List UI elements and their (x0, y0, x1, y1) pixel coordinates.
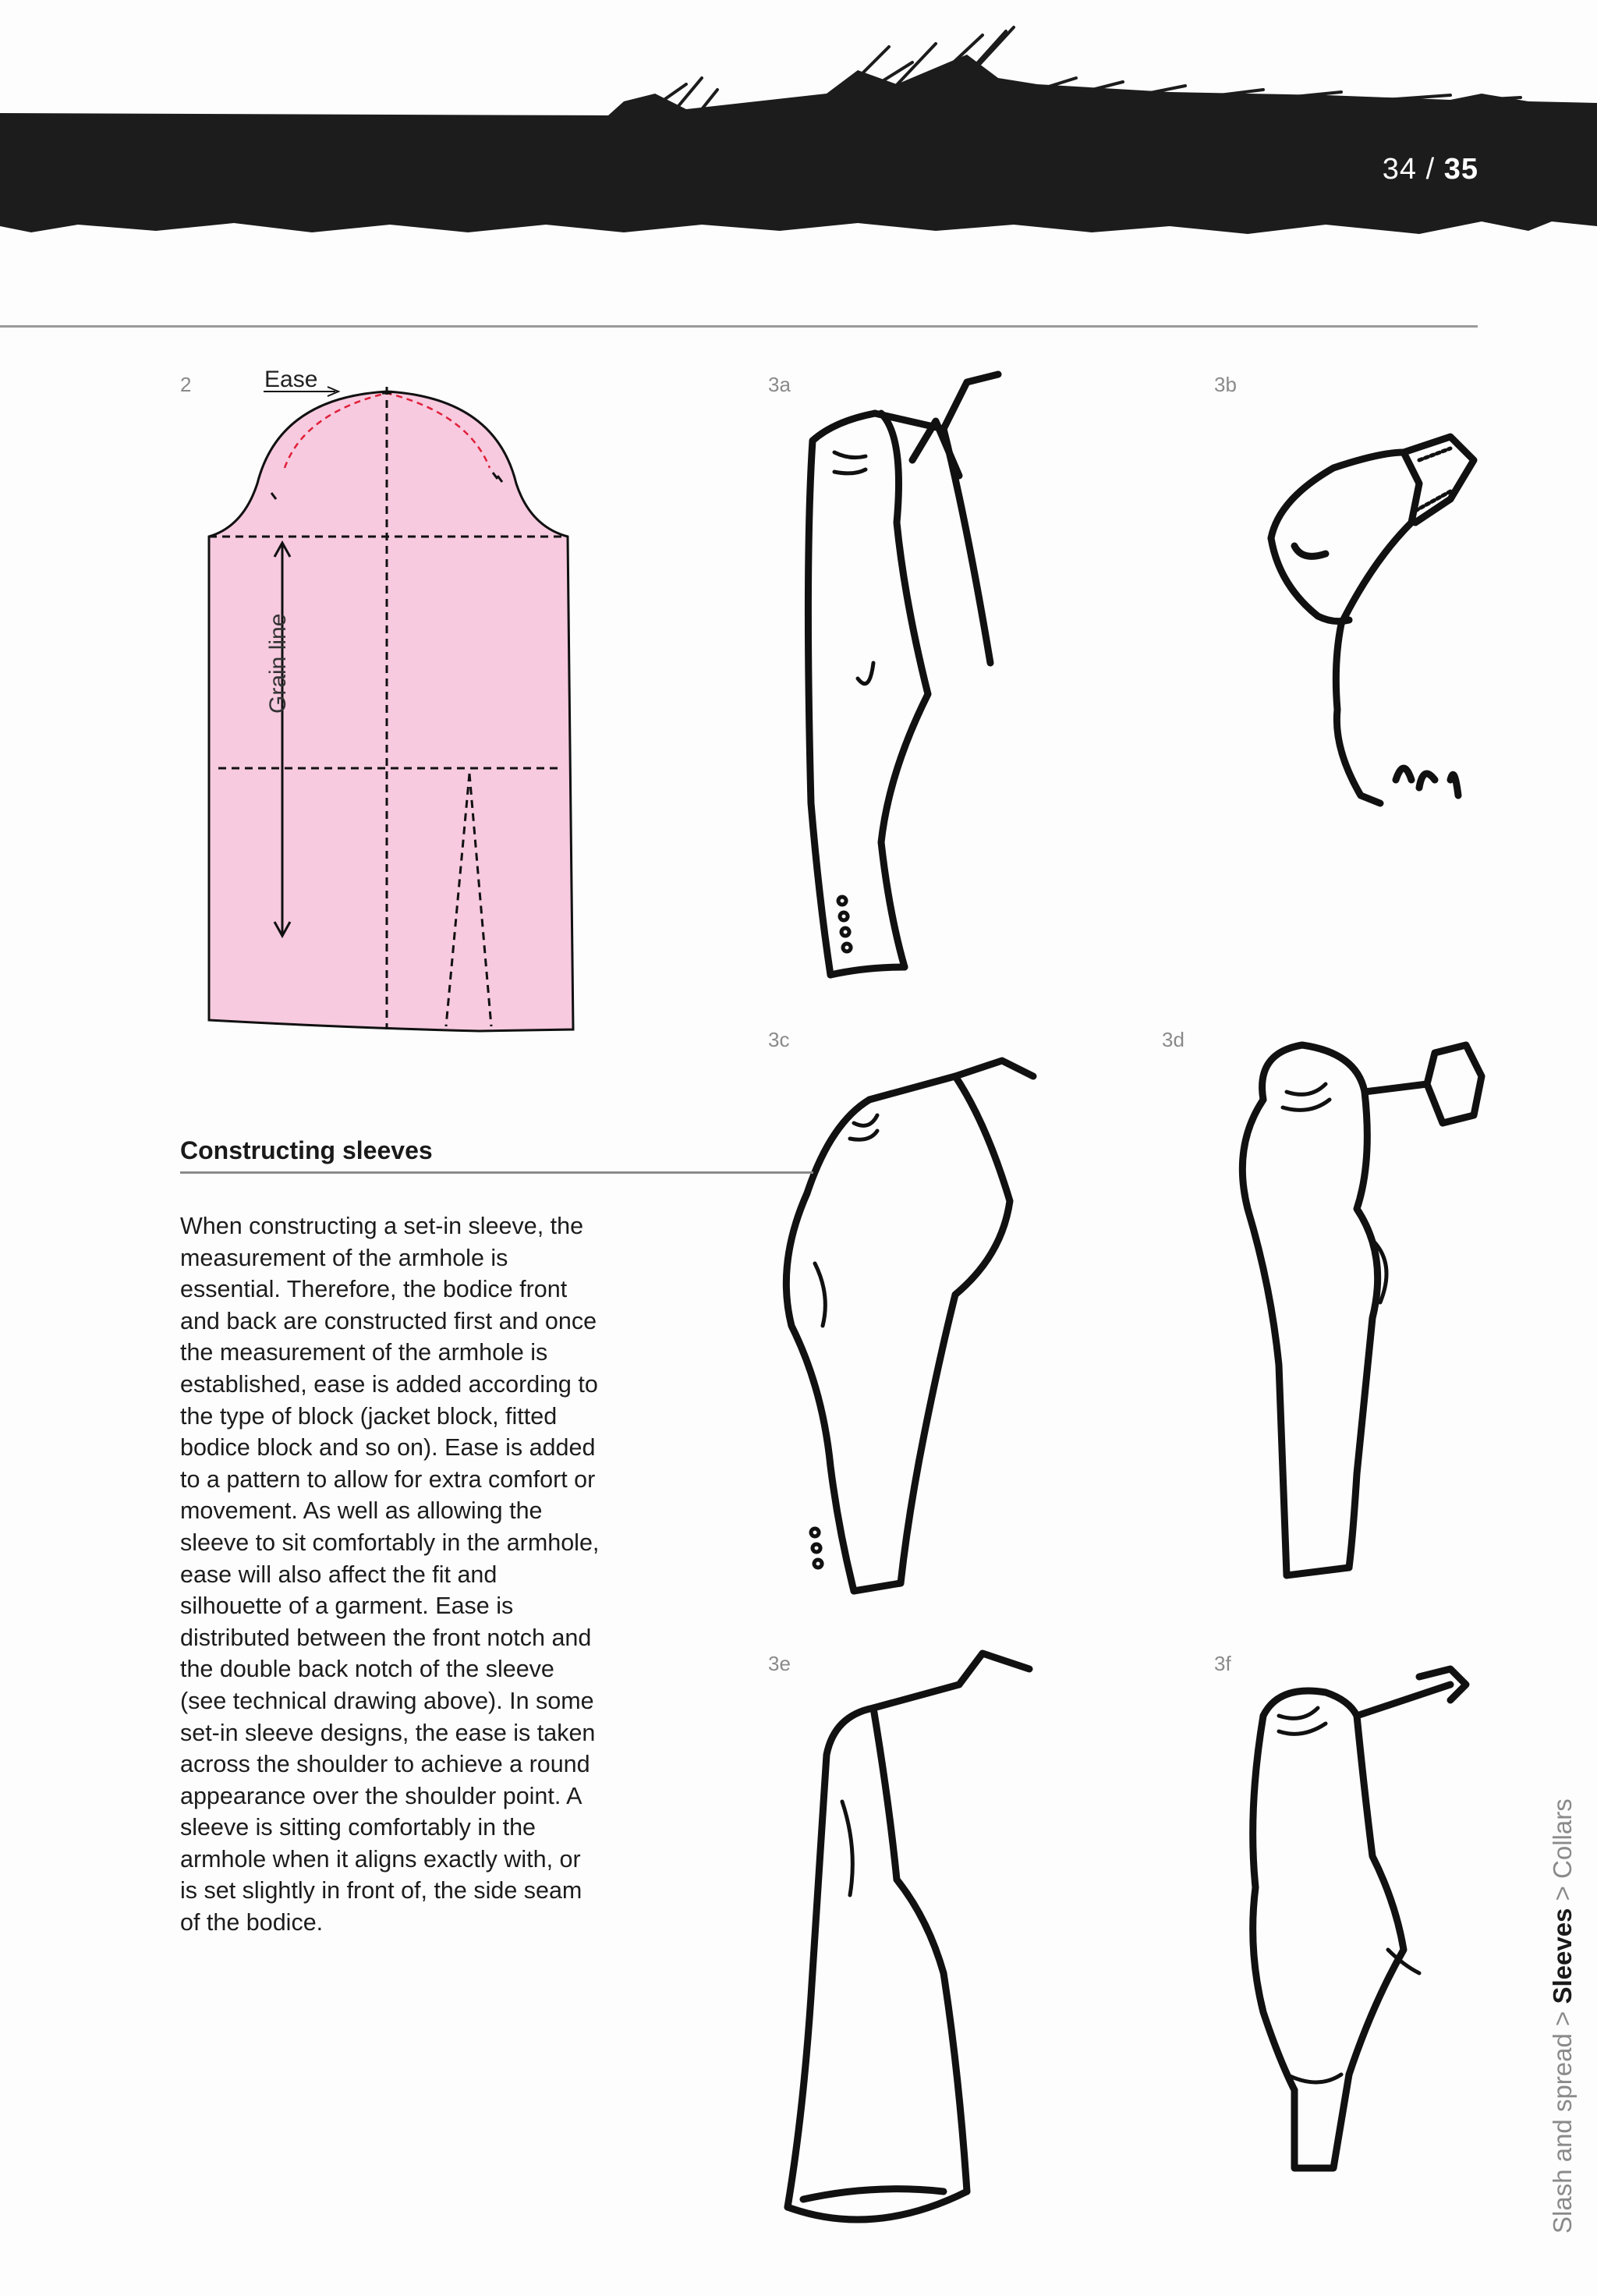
sleeve-pattern-diagram (195, 359, 600, 1053)
section-title: Constructing sleeves (180, 1136, 433, 1164)
figure-3b-label: 3b (1214, 373, 1237, 396)
sleeve-sketch-3a (788, 367, 1068, 990)
section-rule (180, 1171, 813, 1174)
sleeve-sketch-3e (756, 1646, 1053, 2238)
figure-3d-label: 3d (1162, 1028, 1184, 1051)
figure-3a-label: 3a (768, 373, 791, 396)
sleeve-sketch-3c (768, 1029, 1064, 1607)
sleeve-sketch-3d (1216, 1006, 1497, 1599)
figure-3c-label: 3c (768, 1028, 790, 1051)
body-paragraph: When constructing a set-in sleeve, the measurement of the armhole is essential. Therefore, the bodice front and back are constructed first and once the measurement of the armhole is established, ease is added according to the type of block (jacket block, fitted bodice block and so on). Ease is added to a pattern to allow for extra comfort or movement. As well as allowing the sleeve to sit comfortably in the armhole, ease will also affect the fit and silhouette of a garment. Ease is distributed between the front notch and the double back notch of the sleeve (see technical drawing above). In some set-in sleeve designs, the ease is taken across the shoulder to achieve a round appearance over the shoulder point. A sleeve is sitting comfortably in the armhole when it aligns exactly with, or is set slightly in front of, the side seam of the bodice. (180, 1213, 600, 1936)
grain-line-label: Grain line (265, 613, 291, 714)
sleeve-pattern-shape (209, 392, 573, 1031)
page-number-left: 34 (1382, 153, 1418, 186)
sleeve-sketch-3f (1201, 1653, 1489, 2246)
breadcrumb-nav (1548, 1798, 1578, 2234)
figure-3f-label: 3f (1214, 1652, 1231, 1675)
page-number (1383, 153, 1478, 186)
sleeve-sketch-3b (1216, 406, 1482, 811)
header-brush-band (0, 0, 1597, 250)
ease-label: Ease (264, 367, 318, 392)
breadcrumb-previous[interactable]: Slash and spread > (1548, 2004, 1577, 2234)
breadcrumb-current: Sleeves (1548, 1908, 1577, 2004)
page-number-separator: / (1417, 153, 1444, 186)
figure-2-label: 2 (180, 373, 192, 396)
breadcrumb-next[interactable]: > Collars (1548, 1798, 1577, 1908)
top-rule (0, 325, 1478, 328)
page-number-right: 35 (1443, 153, 1478, 186)
figure-3e-label: 3e (768, 1652, 791, 1675)
